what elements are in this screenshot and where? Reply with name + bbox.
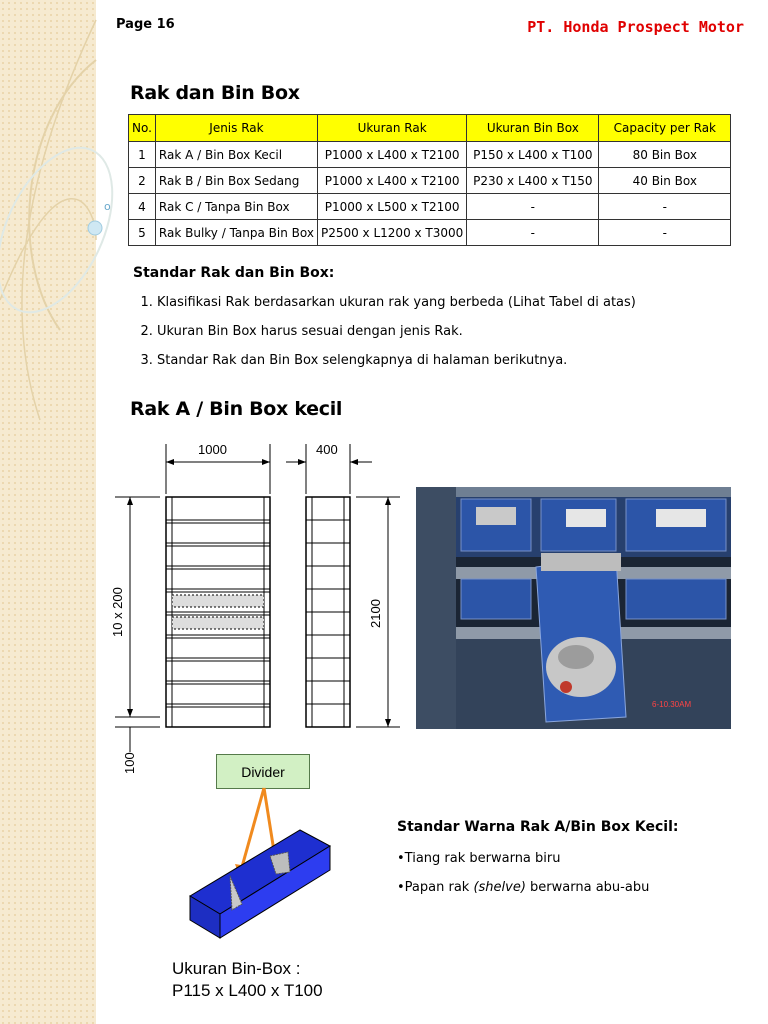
bin-box-size-line1: Ukuran Bin-Box : [172, 959, 301, 978]
rack-photo [416, 487, 731, 729]
rack-photo-illustration [416, 487, 731, 729]
table-cell: P230 x L400 x T150 [467, 168, 599, 194]
table-header-row [129, 115, 731, 142]
table-header-cell: No. [129, 115, 156, 142]
warna-item-papan [397, 880, 649, 895]
list-item: 2. Ukuran Bin Box harus sesuai dengan jenis Rak. [157, 323, 757, 352]
table-cell: P150 x L400 x T100 [467, 142, 599, 168]
table-header-cell: Ukuran Rak [317, 115, 466, 142]
table-cell: 4 [129, 194, 156, 220]
dim-levels-label: 10 x 200 [110, 587, 125, 637]
table-cell: 80 Bin Box [599, 142, 731, 168]
table-row [129, 168, 731, 194]
table-cell: Rak Bulky / Tanpa Bin Box [155, 220, 317, 246]
table-cell: P2500 x L1200 x T3000 [317, 220, 466, 246]
table-cell: Rak B / Bin Box Sedang [155, 168, 317, 194]
warna-item-papan-prefix: •Papan rak [397, 880, 474, 895]
table-cell: 5 [129, 220, 156, 246]
warna-item-papan-italic: (shelve) [473, 880, 526, 895]
table-row [129, 194, 731, 220]
company-name: PT. Honda Prospect Motor [527, 18, 744, 36]
circle-marker-icon: o [104, 200, 111, 213]
bin-box-size-label [172, 958, 323, 1002]
list-item: 3. Standar Rak dan Bin Box selengkapnya di halaman berikutnya. [157, 352, 757, 381]
table-cell: 2 [129, 168, 156, 194]
table-header-cell: Capacity per Rak [599, 115, 731, 142]
dim-width-label: 1000 [198, 442, 227, 457]
dim-base-label: 100 [122, 752, 137, 774]
decorative-sidebar [0, 0, 111, 1024]
table-cell: - [467, 220, 599, 246]
table-cell: P1000 x L500 x T2100 [317, 194, 466, 220]
table-cell: - [467, 194, 599, 220]
bin-box-illustration [180, 786, 380, 946]
page-number: Page 16 [116, 17, 175, 32]
standar-heading: Standar Rak dan Bin Box: [133, 265, 335, 281]
table-cell: - [599, 220, 731, 246]
table-cell: 40 Bin Box [599, 168, 731, 194]
rack-technical-drawing [100, 432, 400, 782]
list-item: 1. Klasifikasi Rak berdasarkan ukuran rak yang berbeda (Lihat Tabel di atas) [157, 294, 757, 323]
table-cell: P1000 x L400 x T2100 [317, 142, 466, 168]
swirl-decoration [0, 0, 111, 1024]
table-cell: Rak A / Bin Box Kecil [155, 142, 317, 168]
warna-item-tiang: •Tiang rak berwarna biru [397, 851, 561, 866]
dim-height-label: 2100 [368, 599, 383, 628]
section-title-rak-dan-bin-box: Rak dan Bin Box [130, 82, 300, 104]
table-row [129, 142, 731, 168]
warna-item-papan-suffix: berwarna abu-abu [525, 880, 650, 895]
rack-spec-table [128, 114, 731, 246]
bin-box-size-line2: P115 x L400 x T100 [172, 981, 323, 1000]
table-cell: Rak C / Tanpa Bin Box [155, 194, 317, 220]
warna-heading: Standar Warna Rak A/Bin Box Kecil: [397, 819, 679, 835]
table-cell: P1000 x L400 x T2100 [317, 168, 466, 194]
table-cell: - [599, 194, 731, 220]
table-cell: 1 [129, 142, 156, 168]
dim-depth-label: 400 [316, 442, 338, 457]
table-header-cell: Ukuran Bin Box [467, 115, 599, 142]
section-title-rak-a: Rak A / Bin Box kecil [130, 398, 343, 420]
standar-list [130, 294, 757, 381]
divider-label-box: Divider [216, 754, 310, 789]
photo-timestamp: 6-10.30AM [652, 700, 692, 709]
table-row [129, 220, 731, 246]
table-header-cell: Jenis Rak [155, 115, 317, 142]
